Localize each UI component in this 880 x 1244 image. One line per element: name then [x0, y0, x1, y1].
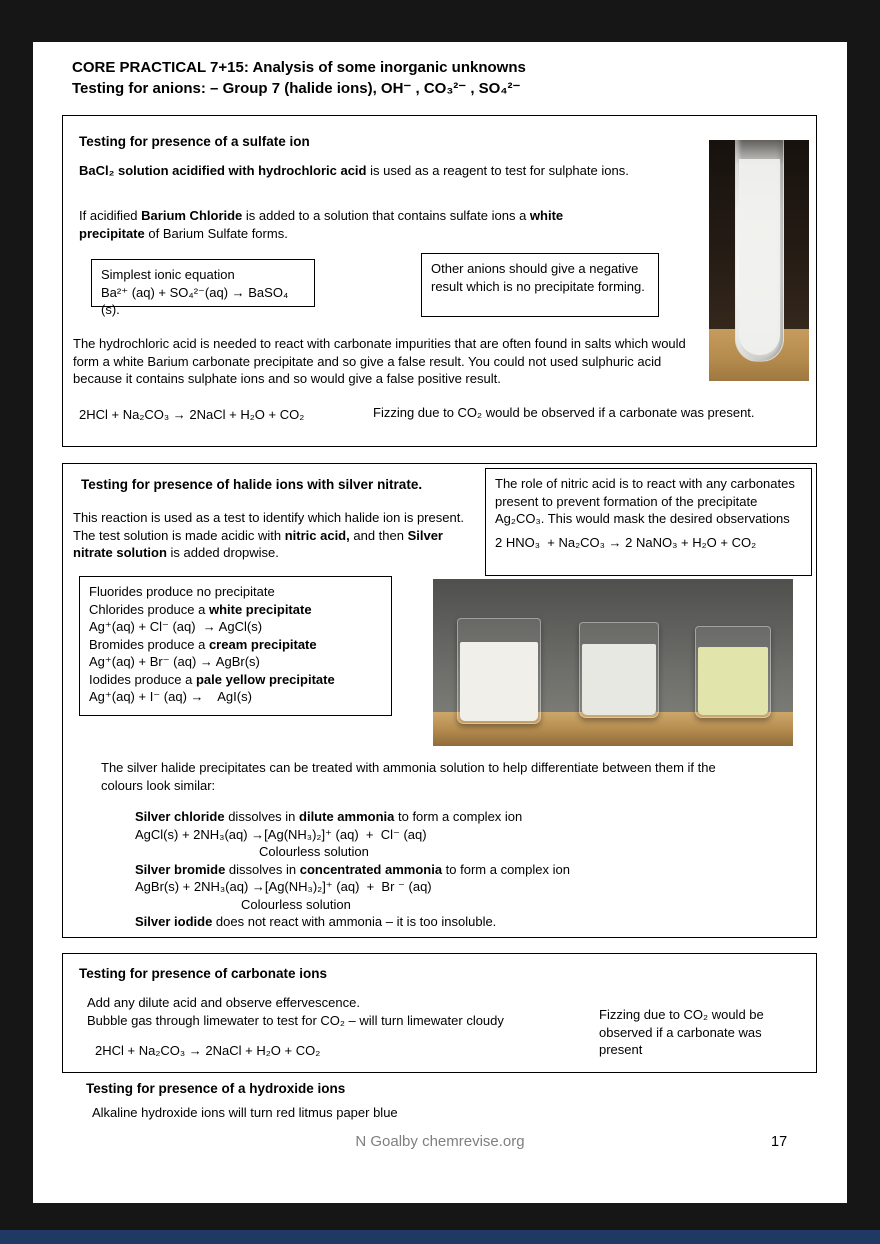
ammonia-detail-block — [135, 808, 735, 931]
ammonia-line-silver-iodide: Silver iodide does not react with ammonia – it is too insoluble. — [135, 914, 497, 929]
ammonia-colourless-2: Colourless solution — [241, 896, 351, 912]
sulfate-paragraph-2: If acidified Barium Chloride is added to a solution that contains sulfate ions a white precipitate of Barium Sulfate forms. — [79, 208, 564, 241]
ionic-equation-title: Simplest ionic equation — [101, 267, 235, 282]
white-precipitate-liquid — [460, 642, 538, 721]
halide-equation-chloride: Ag⁺(aq) + Cl⁻ (aq) → AgCl(s) — [89, 619, 263, 634]
ammonia-line-silver-chloride: Silver chloride dissolves in dilute ammonia to form a complex ion — [135, 809, 523, 824]
halide-line-iodides: Iodides produce a pale yellow precipitate — [89, 671, 335, 687]
nitric-acid-role-text: The role of nitric acid is to react with any carbonates present to prevent formation of the precipitate Ag₂CO₃. This would mask the desired observations — [495, 476, 795, 526]
title-line-1: CORE PRACTICAL 7+15: Analysis of some inorganic unknowns — [72, 59, 526, 76]
ammonia-colourless-1: Colourless solution — [259, 844, 369, 859]
halide-section-box — [62, 463, 817, 938]
footer-credit: N Goalby chemrevise.org — [355, 1133, 525, 1150]
carbonate-equation: 2HCl + Na₂CO₃ → 2NaCl + H₂O + CO₂ — [95, 1043, 321, 1058]
halide-heading: Testing for presence of halide ions with silver nitrate. — [81, 477, 423, 492]
carbonate-section-box — [62, 953, 817, 1073]
bottom-blue-bar — [0, 1230, 880, 1244]
ammonia-intro-paragraph: The silver halide precipitates can be treated with ammonia solution to help differentiate between them if the colours look similar: — [101, 760, 716, 793]
carbonate-line-1: Add any dilute acid and observe effervescence. — [87, 995, 360, 1010]
ionic-equation-box — [91, 259, 315, 317]
carbonate-heading: Testing for presence of carbonate ions — [79, 966, 328, 981]
sulfate-section-box — [62, 115, 817, 447]
page-title — [72, 57, 812, 99]
sulfate-paragraph-1: BaCl₂ solution acidified with hydrochloric acid is used as a reagent to test for sulphate ions. — [79, 163, 629, 178]
ammonia-equation-bromide: AgBr(s) + 2NH₃(aq) →[Ag(NH₃)₂]⁺ (aq) + Br ⁻ (aq) — [135, 879, 432, 894]
halide-results-box — [79, 576, 392, 716]
halide-line-fluorides: Fluorides produce no precipitate — [89, 584, 275, 599]
negative-result-box — [421, 253, 659, 317]
document-page — [33, 42, 847, 1203]
beaker-white-precipitate — [457, 618, 541, 724]
sulfate-fizzing-note: Fizzing due to CO₂ would be observed if a carbonate was present. — [373, 405, 755, 420]
negative-result-text: Other anions should give a negative result which is no precipitate forming. — [431, 261, 645, 294]
ionic-equation: Ba²⁺ (aq) + SO₄²⁻(aq) → BaSO₄ (s). — [101, 284, 292, 317]
ammonia-equation-chloride: AgCl(s) + 2NH₃(aq) →[Ag(NH₃)₂]⁺ (aq) + Cl⁻ (aq) — [135, 826, 427, 842]
halide-intro-paragraph: This reaction is used as a test to identify which halide ion is present. The test solution is made acidic with nitric acid, and then Silver nitrate solution is added dropwise. — [73, 510, 464, 560]
pale-yellow-precipitate-liquid — [698, 647, 768, 715]
sulfate-carbonate-equation: 2HCl + Na₂CO₃ → 2NaCl + H₂O + CO₂ — [79, 407, 305, 422]
sulfate-heading: Testing for presence of a sulfate ion — [79, 134, 310, 149]
ammonia-line-silver-bromide: Silver bromide dissolves in concentrated ammonia to form a complex ion — [135, 861, 570, 877]
footer-page-number: 17 — [771, 1134, 788, 1150]
sulfate-test-tube-photo — [709, 140, 809, 381]
test-tube — [735, 140, 784, 362]
white-precipitate — [739, 159, 780, 355]
halide-equation-iodide: Ag⁺(aq) + I⁻ (aq) → AgI(s) — [89, 689, 252, 704]
nitric-acid-equation: 2 HNO₃ + Na₂CO₃ → 2 NaNO₃ + H₂O + CO₂ — [495, 534, 757, 550]
halide-equation-bromide: Ag⁺(aq) + Br⁻ (aq) → AgBr(s) — [89, 654, 260, 669]
beaker-pale-yellow-precipitate — [695, 626, 771, 718]
hydroxide-line-1: Alkaline hydroxide ions will turn red litmus paper blue — [92, 1105, 398, 1120]
title-line-2: Testing for anions: – Group 7 (halide ions), OH⁻ , CO₃²⁻ , SO₄²⁻ — [72, 80, 521, 97]
sulfate-paragraph-3: The hydrochloric acid is needed to react with carbonate impurities that are often found in salts which would form a white Barium carbonate precipitate and so give a false result. You could not used sulphuric acid because it contains sulphate ions and so would give a false positive result. — [73, 336, 686, 386]
halide-line-bromides: Bromides produce a cream precipitate — [89, 636, 317, 652]
cream-precipitate-liquid — [582, 644, 656, 715]
halide-precipitates-photo — [433, 579, 793, 746]
carbonate-fizzing-note: Fizzing due to CO₂ would be observed if a carbonate was present — [599, 1007, 764, 1057]
hydroxide-heading: Testing for presence of a hydroxide ions — [86, 1081, 346, 1096]
halide-line-chlorides: Chlorides produce a white precipitate — [89, 601, 312, 617]
carbonate-line-2: Bubble gas through limewater to test for CO₂ – will turn limewater cloudy — [87, 1013, 504, 1028]
beaker-cream-precipitate — [579, 622, 659, 718]
nitric-acid-role-box — [485, 468, 812, 576]
